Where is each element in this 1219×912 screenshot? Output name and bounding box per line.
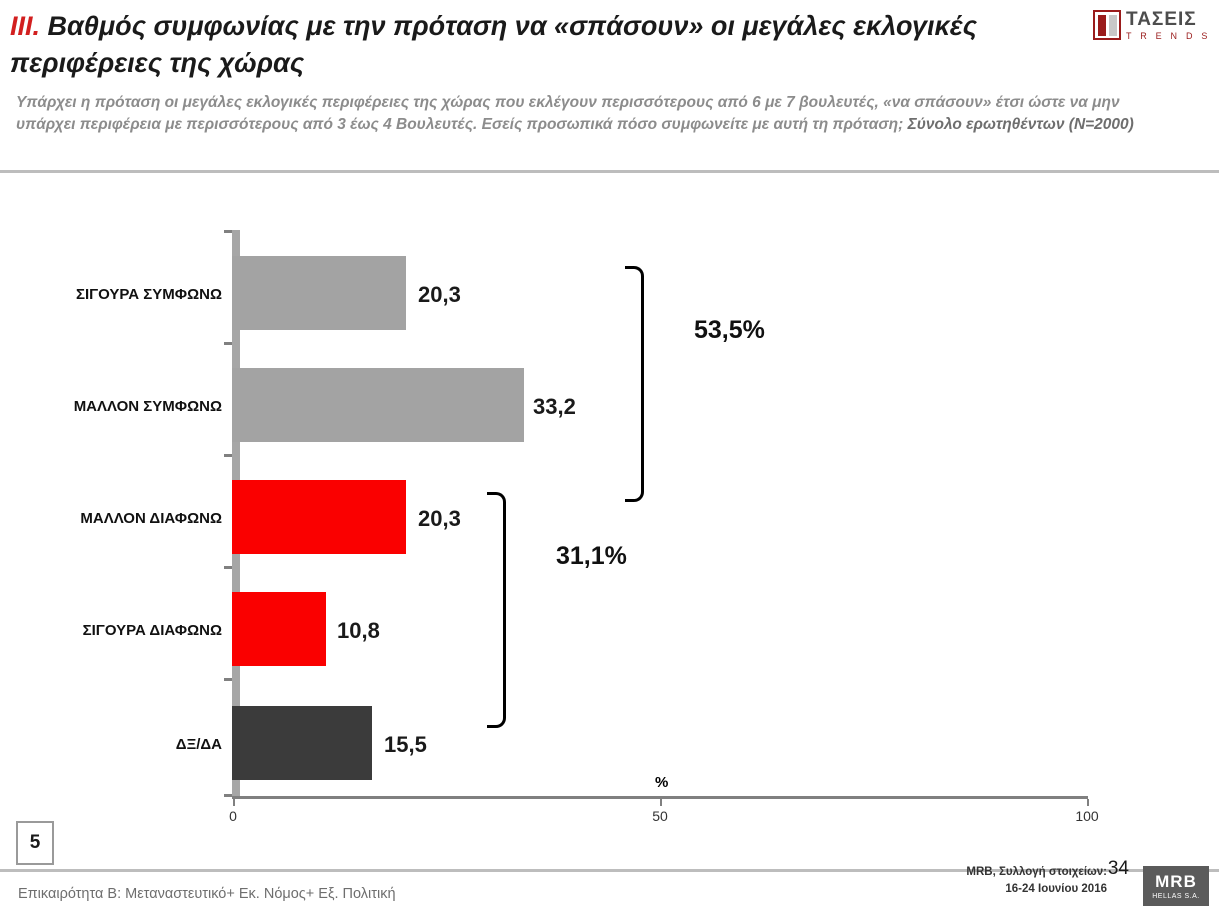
x-axis-tick xyxy=(1087,799,1089,806)
y-axis-tick xyxy=(224,794,232,797)
group-brace-disagree xyxy=(487,492,506,728)
bar-value-mallon-symfono: 33,2 xyxy=(533,394,576,419)
bar-mallon-symfono xyxy=(232,368,524,442)
header-divider xyxy=(0,170,1219,173)
y-axis-tick xyxy=(224,230,232,233)
group-total-disagree: 31,1% xyxy=(556,542,627,570)
page-subtitle xyxy=(16,92,1156,136)
y-axis-tick xyxy=(224,454,232,457)
bar-sigoura-symfono xyxy=(232,256,406,330)
x-axis-unit-label: % xyxy=(655,774,669,791)
bar-value-sigoura-symfono: 20,3 xyxy=(418,282,461,307)
mrb-logo-subword: HELLAS S.A. xyxy=(1152,892,1200,900)
category-label-dk-na: ΔΞ/ΔΑ xyxy=(175,736,222,753)
y-axis-tick xyxy=(224,678,232,681)
group-brace-agree xyxy=(625,266,644,502)
bar-value-mallon-diafono: 20,3 xyxy=(418,506,461,531)
category-label-mallon-diafono: ΜΑΛΛΟΝ ΔΙΑΦΩΝΩ xyxy=(80,510,222,527)
bar-value-dk-na: 15,5 xyxy=(384,732,427,757)
bar-value-sigoura-diafono: 10,8 xyxy=(337,618,380,643)
x-axis-label-100: 100 xyxy=(1075,808,1099,824)
category-label-mallon-symfono: ΜΑΛΛΟΝ ΣΥΜΦΩΝΩ xyxy=(73,398,222,415)
source-text: MRB, Συλλογή στοιχείων: xyxy=(966,866,1107,878)
footer-source xyxy=(966,864,1107,899)
slide-header xyxy=(0,0,1219,166)
page-number: 34 xyxy=(1107,858,1129,879)
bar-sigoura-diafono xyxy=(232,592,326,666)
taseis-logo-word: ΤΑΣΕΙΣ xyxy=(1126,8,1197,30)
subtitle-text: Υπάρχει η πρόταση οι μεγάλες εκλογικές περιφέρειες της χώρας που εκλέγουν περισσότερους από 6 με 7 βουλευτές, «να σπάσουν» έτσι ώστε να μην υπάρχει περιφέρεια με περισσότερους από 3 έως 4 Βουλευτές. Εσείς προσωπικά πόσο συμφωνείτε με αυτή τη πρόταση; xyxy=(16,94,1120,133)
x-axis-label-50: 50 xyxy=(652,808,668,824)
bar-dk-na xyxy=(232,706,372,780)
x-axis-label-0: 0 xyxy=(229,808,237,824)
page-title xyxy=(10,8,1090,83)
bar-mallon-diafono xyxy=(232,480,406,554)
x-axis-tick xyxy=(233,799,235,806)
title-numeral: III. xyxy=(10,11,41,41)
x-axis-tick xyxy=(660,799,662,806)
mrb-logo xyxy=(1143,866,1209,906)
bar-chart xyxy=(0,176,1219,836)
category-label-sigoura-diafono: ΣΙΓΟΥΡΑ ΔΙΑΦΩΝΩ xyxy=(82,622,222,639)
slide-number: 5 xyxy=(16,821,54,865)
taseis-logo-words xyxy=(1126,10,1211,41)
y-axis-tick xyxy=(224,566,232,569)
taseis-logo xyxy=(1093,4,1211,46)
group-total-agree: 53,5% xyxy=(694,316,765,344)
category-label-sigoura-symfono: ΣΙΓΟΥΡΑ ΣΥΜΦΩΝΩ xyxy=(75,286,222,303)
title-text: Βαθμός συμφωνίας με την πρόταση να «σπάσουν» οι μεγάλες εκλογικές περιφέρειες της χώρας xyxy=(10,11,978,79)
source-date: 16-24 Ιουνίου 2016 xyxy=(1005,883,1107,896)
footer-note: Επικαιρότητα Β: Μεταναστευτικό+ Εκ. Νόμος+ Εξ. Πολιτική xyxy=(18,886,396,902)
taseis-mark-icon xyxy=(1093,10,1121,40)
taseis-logo-subword: T R E N D S xyxy=(1126,30,1211,41)
sample-size: Σύνολο ερωτηθέντων (Ν=2000) xyxy=(907,116,1134,133)
y-axis-tick xyxy=(224,342,232,345)
mrb-logo-word: MRB xyxy=(1155,871,1197,891)
